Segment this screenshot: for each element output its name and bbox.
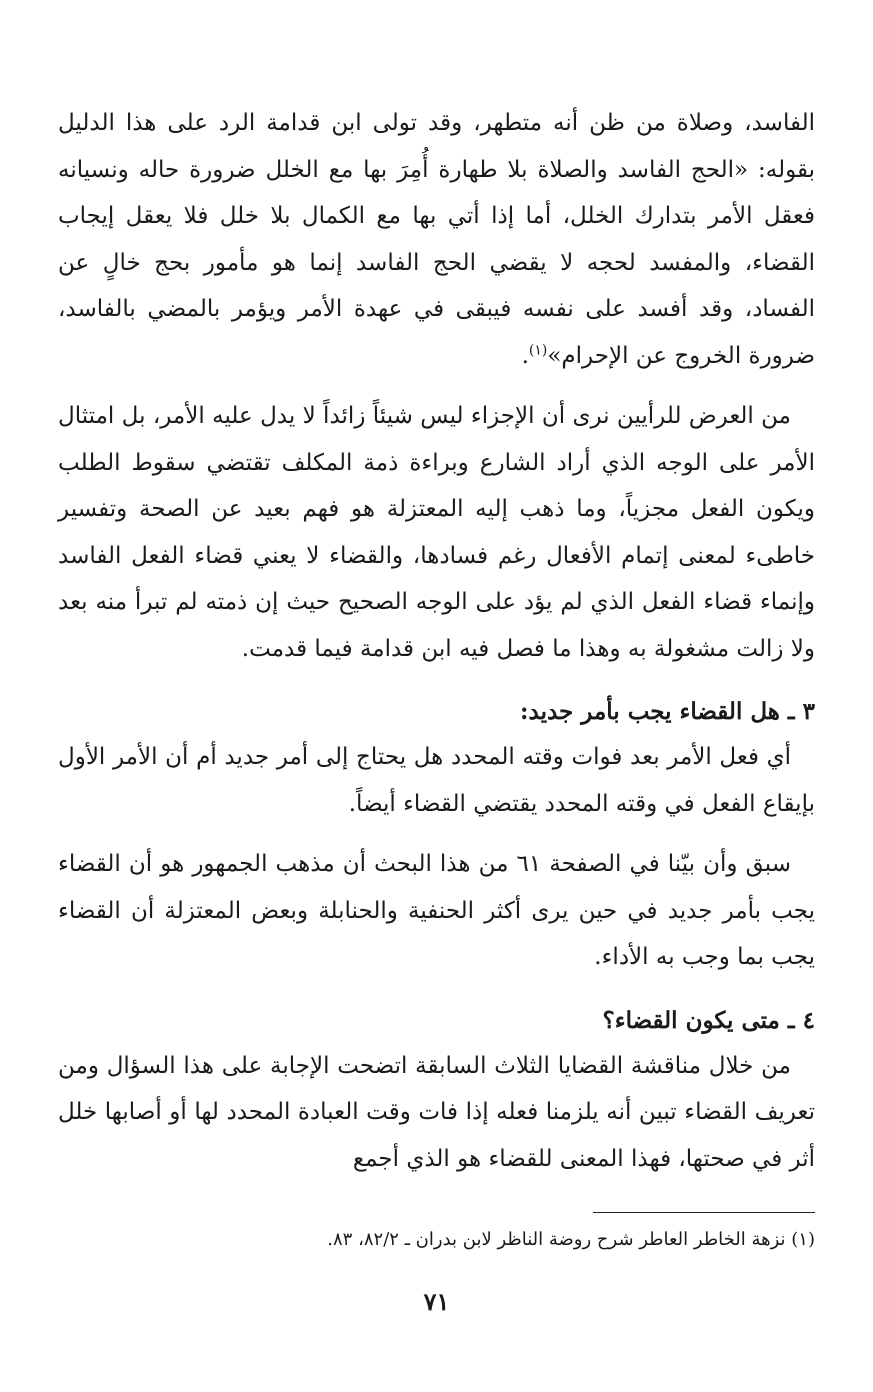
paragraph-1 (58, 100, 815, 379)
footnote: (١) نزهة الخاطر العاطر شرح روضة الناظر لابن بدران ـ ٨٢/٢، ٨٣. (327, 1229, 815, 1250)
paragraph-5: من خلال مناقشة القضايا الثلاث السابقة اتضحت الإجابة على هذا السؤال ومن تعريف القضاء تبين أنه يلزمنا فعله إذا فات وقت العبادة المحدد لها أو أصابها خلل أثر في صحتها، فهذا المعنى للقضاء هو الذي أجمع (58, 1052, 815, 1172)
footnote-divider (593, 1212, 815, 1213)
section-heading-4: ٤ ـ متى يكون القضاء؟ (602, 1006, 815, 1034)
paragraph-4: سبق وأن بيّنا في الصفحة ٦١ من هذا البحث أن مذهب الجمهور هو أن القضاء يجب بأمر جديد في حين يرى أكثر الحنفية والحنابلة وبعض المعتزلة أن القضاء يجب بما وجب به الأداء. (58, 851, 815, 970)
paragraph-2: من العرض للرأيين نرى أن الإجزاء ليس شيئاً زائداً لا يدل عليه الأمر، بل امتثال الأمر على الوجه الذي أراد الشارع وبراءة ذمة المكلف تقتضي سقوط الطلب ويكون الفعل مجزياً، وما ذهب إليه المعتزلة هو فهم بعيد عن الصحة وتفسير خاطىء لمعنى إتمام الأفعال رغم فسادها، والقضاء لا يعني قضاء الفعل الفاسد وإنماء قضاء الفعل الذي لم يؤد على الوجه الصحيح حيث إن ذمته لم تبرأ منه بعد ولا زالت مشغولة به وهذا ما فصل فيه ابن قدامة فيما قدمت. (58, 403, 815, 662)
paragraph-3: أي فعل الأمر بعد فوات وقته المحدد هل يحتاج إلى أمر جديد أم أن الأمر الأول بإيقاع الفعل في وقته المحدد يقتضي القضاء أيضاً. (58, 744, 815, 817)
page-number: ٧١ (423, 1287, 450, 1316)
paragraph-1-text: الفاسد، وصلاة من ظن أنه متطهر، وقد تولى ابن قدامة الرد على هذا الدليل بقوله: «الحج الفاسد والصلاة بلا طهارة أُمِرَ بها مع الخلل ضرورة حاله ونسيانه فعقل الأمر بتدارك الخلل، أما إذا أتي بها مع الكمال بلا خلل فلا يعقل إيجاب القضاء، والمفسد لحجه لا يقضي الحج الفاسد إنما هو مأمور بحج خالٍ عن الفساد، وقد أفسد على نفسه فيبقى في عهدة الأمر ويؤمر بالمضي بالفاسد، ضرورة الخروج عن الإحرام» (58, 110, 815, 369)
page-body (58, 100, 815, 1182)
footnote-reference[interactable]: (١) (528, 341, 548, 358)
section-heading-3: ٣ ـ هل القضاء يجب بأمر جديد: (520, 698, 815, 725)
paragraph-1-end: . (521, 342, 529, 369)
